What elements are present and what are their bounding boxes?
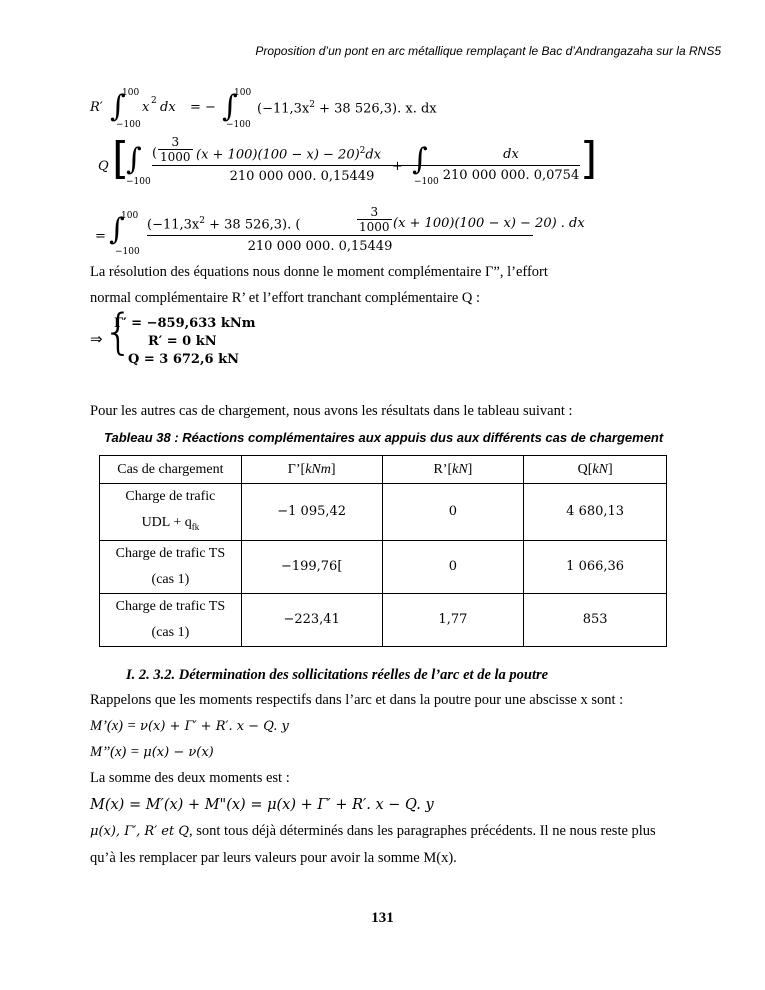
three-over-thousand xyxy=(357,205,392,234)
eq2-q-symbol: Q xyxy=(98,159,109,174)
equation-2 xyxy=(90,133,600,197)
m2-lhs: M’’(x) = xyxy=(90,744,144,760)
eq1-upper-bound: 100 xyxy=(122,88,140,98)
eq1-rhs-integrand xyxy=(257,100,437,116)
eq3-numerator-a xyxy=(147,216,300,232)
integral-sign: ∫ xyxy=(109,212,125,247)
m1-rhs: ν(x) + Γ′ + R′. x − Q. y xyxy=(140,719,289,734)
open-paren: ( xyxy=(152,146,158,161)
integral-sign: ∫ xyxy=(412,142,428,177)
equals-sign: = xyxy=(95,229,106,244)
header-q-unit: kN xyxy=(592,461,608,477)
row-gamma: −223,41 xyxy=(241,593,382,646)
left-brace: { xyxy=(103,304,134,360)
header-q-close: ] xyxy=(607,461,613,477)
header-r xyxy=(382,456,524,484)
s3-math: μ(x), Γ′, R′ et Q xyxy=(90,824,190,839)
eq3-num-part-b: + 38 526,3). ( xyxy=(204,217,301,233)
header-gamma-unit: kNm xyxy=(305,461,331,477)
eq1-lhs-dx: dx xyxy=(160,100,176,115)
integral-sign: ∫ xyxy=(222,89,238,124)
eq3-lower-bound: −100 xyxy=(115,247,140,257)
eq3-num-part-a: (−11,3x xyxy=(147,217,200,233)
case-line-2: (cas 1) xyxy=(151,624,190,640)
case-subscript: fk xyxy=(191,521,200,532)
integral-sign: ∫ xyxy=(110,89,126,124)
eq2-denominator-2: 210 000 000. 0,0754 xyxy=(442,168,580,183)
eq1-rhs-lower-bound: −100 xyxy=(226,120,251,130)
page-number: 131 xyxy=(371,910,394,926)
eq1-lhs-symbol: R′ xyxy=(90,100,103,115)
row-case xyxy=(100,593,242,646)
eq2-numerator-exponent: 2 xyxy=(359,146,366,156)
body-line-2: La somme des deux moments est : xyxy=(90,770,290,786)
equation-3 xyxy=(95,205,585,260)
eq1-rhs-part-b: + 38 526,3). x. dx xyxy=(314,101,437,117)
eq2-lower-bound: −100 xyxy=(126,177,151,187)
header-r-unit: kN xyxy=(452,461,468,477)
eq2-lower-bound-2: −100 xyxy=(414,177,439,187)
paragraph-line-1: La résolution des équations nous donne le moment complémentaire Γ”, l’effort xyxy=(90,264,548,280)
row-gamma: −199,76[ xyxy=(241,540,382,593)
body-line-4: qu’à les remplacer par leurs valeurs pour avoir la somme M(x). xyxy=(90,850,457,866)
eq2-numerator-rest: (x + 100)(100 − x) − 20) xyxy=(196,147,360,163)
s3-text: , sont tous déjà déterminés dans les paragraphes précédents. Il ne nous reste plus xyxy=(189,823,656,839)
eq3-fraction xyxy=(147,205,585,254)
eq2-fraction-1 xyxy=(152,137,452,184)
case-line-1: Charge de trafic TS xyxy=(115,598,226,614)
m1-lhs: M’(x) = xyxy=(90,718,141,734)
row-r: 0 xyxy=(382,540,524,593)
case-line-1: Charge de trafic TS xyxy=(115,545,226,561)
eq3-denominator: 210 000 000. 0,15449 xyxy=(247,239,393,254)
table-row xyxy=(100,540,667,593)
moment-sum-line: M(x) = M′(x) + M"(x) = μ(x) + Γ′ + R′. x − Q. y xyxy=(90,797,434,813)
header-q xyxy=(524,456,667,484)
three-over-thousand xyxy=(158,135,193,164)
row-q: 853 xyxy=(524,593,667,646)
frac-numerator: 3 xyxy=(158,135,193,150)
left-bracket: [ xyxy=(112,133,130,184)
row-q: 4 680,13 xyxy=(524,484,667,541)
body-line-1: Rappelons que les moments respectifs dans l’arc et dans la poutre pour une abscisse x sont : xyxy=(90,692,624,708)
equation-1 xyxy=(90,90,530,130)
running-header: Proposition d’un pont en arc métallique remplaçant le Bac d’Andrangazaha sur la RNS5 xyxy=(255,44,721,58)
table-header-row xyxy=(100,456,667,484)
paragraph-line-2: normal complémentaire R’ et l’effort tranchant complémentaire Q : xyxy=(90,290,480,306)
header-q-sym: Q[ xyxy=(577,461,593,477)
row-gamma: −1 095,42 xyxy=(241,484,382,541)
body-line-3 xyxy=(90,823,656,840)
eq2-numerator-dx: dx xyxy=(365,147,382,163)
case-line-2: (cas 1) xyxy=(151,571,190,587)
header-gamma-sym: Γ’[ xyxy=(287,461,306,477)
eq3-numerator-c: (x + 100)(100 − x) − 20) . dx xyxy=(393,216,585,231)
paragraph-line-3: Pour les autres cas de chargement, nous avons les résultats dans le tableau suivant : xyxy=(90,403,573,419)
eq3-upper-bound: 100 xyxy=(121,211,139,221)
row-r: 0 xyxy=(382,484,524,541)
eq2-fraction-2 xyxy=(442,147,580,183)
table-caption: Tableau 38 : Réactions complémentaires aux appuis dus aux différents cas de chargement xyxy=(104,430,664,445)
eq1-lhs-exponent: 2 xyxy=(151,96,157,106)
frac-denominator: 1000 xyxy=(359,220,390,234)
result-r: R′ = 0 kN xyxy=(148,334,217,349)
header-r-close: ] xyxy=(467,461,473,477)
frac-numerator: 3 xyxy=(357,205,392,220)
reactions-table xyxy=(99,455,667,647)
moment-arc-line xyxy=(90,718,289,735)
header-case: Cas de chargement xyxy=(100,456,242,484)
result-gamma: Γ′ = −859,633 kNm xyxy=(114,316,256,331)
result-q: Q = 3 672,6 kN xyxy=(128,352,239,367)
frac-denominator: 1000 xyxy=(160,150,191,164)
table-row xyxy=(100,484,667,541)
implies-arrow: ⇒ xyxy=(90,330,103,348)
row-r: 1,77 xyxy=(382,593,524,646)
eq2-fraction-1-numerator xyxy=(152,137,452,166)
section-heading: I. 2. 3.2. Détermination des sollicitations réelles de l’arc et de la poutre xyxy=(126,667,549,683)
header-gamma-close: ] xyxy=(330,461,336,477)
eq3-num-exponent: 2 xyxy=(199,216,205,226)
eq2-denominator-1: 210 000 000. 0,15449 xyxy=(229,169,375,184)
case-line-1: Charge de trafic xyxy=(125,489,216,504)
plus-sign: + xyxy=(392,159,403,174)
eq1-lower-bound: −100 xyxy=(116,120,141,130)
eq1-rhs-part-a: (−11,3x xyxy=(257,101,310,117)
table-row xyxy=(100,593,667,646)
results-system xyxy=(90,304,290,368)
m2-rhs: μ(x) − ν(x) xyxy=(143,745,214,760)
case-line-2: UDL + q xyxy=(141,515,192,530)
right-bracket: ] xyxy=(580,133,598,184)
integral-sign: ∫ xyxy=(126,142,142,177)
eq1-lhs-integrand: x xyxy=(142,100,150,115)
moment-beam-line xyxy=(90,744,214,761)
row-case xyxy=(100,484,242,541)
eq3-numerator xyxy=(147,205,585,236)
eq1-rhs-upper-bound: 100 xyxy=(234,88,252,98)
eq2-numerator-expression xyxy=(196,146,381,162)
eq1-equals-minus: = − xyxy=(190,100,216,115)
row-q: 1 066,36 xyxy=(524,540,667,593)
eq2-numerator-2: dx xyxy=(442,147,580,166)
eq1-rhs-exponent: 2 xyxy=(309,100,315,110)
header-r-sym: R’[ xyxy=(433,461,453,477)
header-gamma xyxy=(241,456,382,484)
row-case xyxy=(100,540,242,593)
